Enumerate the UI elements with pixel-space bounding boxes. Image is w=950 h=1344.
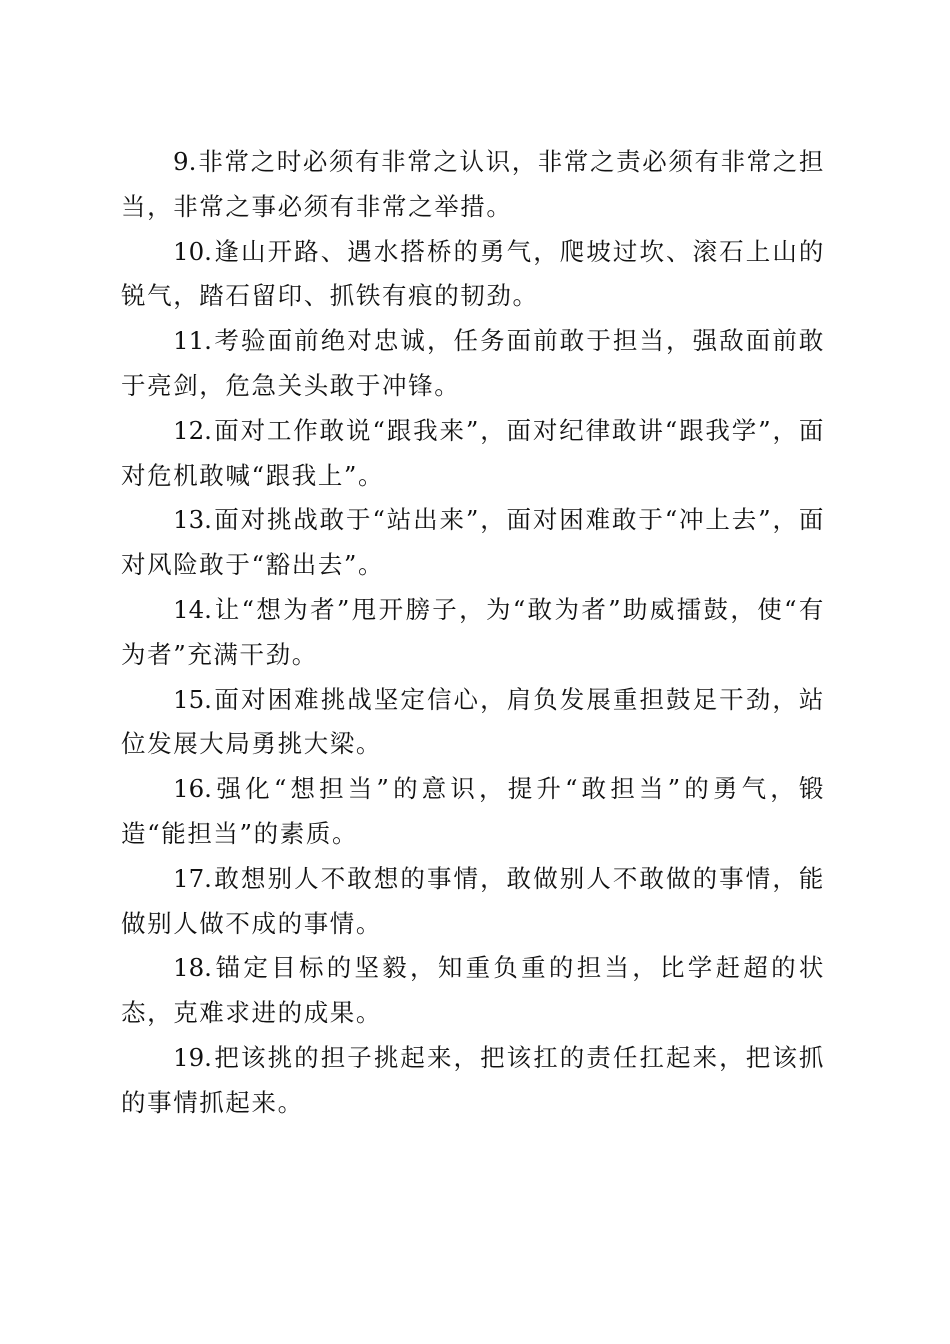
paragraph-number: 14. bbox=[173, 594, 212, 624]
paragraph-text: 敢想别人不敢想的事情，敢做别人不敢做的事情，能做别人做不成的事情。 bbox=[121, 863, 825, 938]
paragraph-number: 11. bbox=[173, 326, 212, 356]
paragraph-19 bbox=[121, 1036, 825, 1126]
paragraph-number: 12. bbox=[173, 415, 212, 445]
paragraph-text: 让“想为者”甩开膀子，为“敢为者”助威擂鼓，使“有为者”充满干劲。 bbox=[121, 594, 825, 669]
paragraph-16 bbox=[121, 767, 825, 857]
paragraph-13 bbox=[121, 498, 825, 588]
paragraph-15 bbox=[121, 678, 825, 768]
paragraph-number: 9. bbox=[173, 147, 197, 176]
paragraph-number: 17. bbox=[173, 863, 212, 893]
paragraph-number: 18. bbox=[173, 953, 212, 983]
paragraph-text: 锚定目标的坚毅，知重负重的担当，比学赶超的状态，克难求进的成果。 bbox=[121, 953, 825, 1028]
paragraph-number: 16. bbox=[173, 774, 212, 804]
paragraph-text: 逢山开路、遇水搭桥的勇气，爬坡过坎、滚石上山的锐气，踏石留印、抓铁有痕的韧劲。 bbox=[121, 236, 825, 311]
paragraph-14 bbox=[121, 588, 825, 678]
paragraph-text: 面对困难挑战坚定信心，肩负发展重担鼓足干劲，站位发展大局勇挑大梁。 bbox=[121, 684, 825, 759]
paragraph-11 bbox=[121, 319, 825, 409]
document-body bbox=[121, 140, 825, 1126]
paragraph-text: 强化“想担当”的意识，提升“敢担当”的勇气，锻造“能担当”的素质。 bbox=[121, 774, 825, 848]
paragraph-17 bbox=[121, 857, 825, 947]
paragraph-18 bbox=[121, 946, 825, 1036]
paragraph-number: 15. bbox=[173, 684, 212, 714]
paragraph-9 bbox=[121, 140, 825, 230]
paragraph-number: 10. bbox=[173, 236, 212, 266]
paragraph-text: 面对挑战敢于“站出来”，面对困难敢于“冲上去”，面对风险敢于“豁出去”。 bbox=[121, 505, 825, 580]
paragraph-12 bbox=[121, 409, 825, 499]
paragraph-text: 考验面前绝对忠诚，任务面前敢于担当，强敌面前敢于亮剑，危急关头敢于冲锋。 bbox=[121, 326, 825, 400]
paragraph-10 bbox=[121, 230, 825, 320]
paragraph-text: 面对工作敢说“跟我来”，面对纪律敢讲“跟我学”，面对危机敢喊“跟我上”。 bbox=[121, 415, 825, 490]
paragraph-number: 19. bbox=[173, 1042, 212, 1072]
paragraph-number: 13. bbox=[173, 505, 212, 535]
paragraph-text: 把该挑的担子挑起来，把该扛的责任扛起来，把该抓的事情抓起来。 bbox=[121, 1042, 825, 1117]
paragraph-text: 非常之时必须有非常之认识，非常之责必须有非常之担当，非常之事必须有非常之举措。 bbox=[121, 147, 825, 221]
